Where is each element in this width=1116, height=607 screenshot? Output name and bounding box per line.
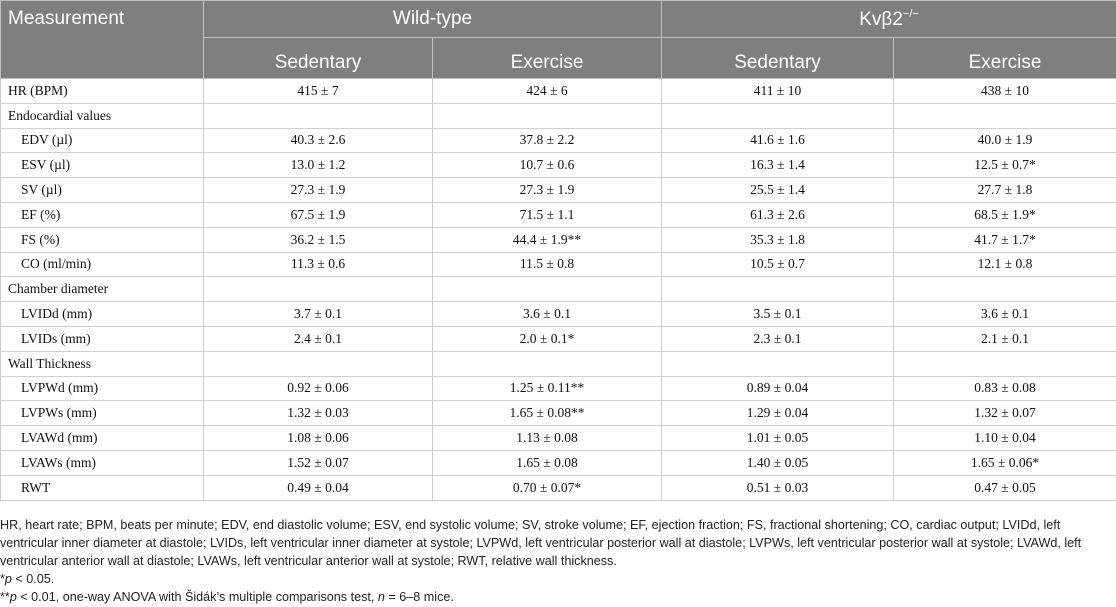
header-sub-3: Sedentary (662, 38, 894, 79)
row-label: FS (%) (1, 227, 204, 252)
table-cell: 438 ± 10 (894, 79, 1116, 104)
table-cell: 1.13 ± 0.08 (433, 426, 662, 451)
footnote-p001 (0, 588, 1112, 606)
table-cell: 67.5 ± 1.9 (204, 202, 433, 227)
row-label: LVIDd (mm) (1, 302, 204, 327)
table-cell: 27.3 ± 1.9 (433, 178, 662, 203)
row-label: EF (%) (1, 202, 204, 227)
table-cell: 2.1 ± 0.1 (894, 326, 1116, 351)
row-label: ESV (µl) (1, 153, 204, 178)
table-cell: 1.52 ± 0.07 (204, 450, 433, 475)
table-cell: 1.08 ± 0.06 (204, 426, 433, 451)
table-cell: 61.3 ± 2.6 (662, 202, 894, 227)
table-cell: 0.92 ± 0.06 (204, 376, 433, 401)
table-cell: 12.5 ± 0.7* (894, 153, 1116, 178)
section-row (1, 277, 1116, 302)
table-cell (662, 351, 894, 376)
table-cell (204, 351, 433, 376)
table-row (1, 79, 1116, 104)
table-cell (204, 103, 433, 128)
table-cell: 1.01 ± 0.05 (662, 426, 894, 451)
footnote-p005 (0, 570, 1112, 588)
table-cell: 0.89 ± 0.04 (662, 376, 894, 401)
table-cell: 13.0 ± 1.2 (204, 153, 433, 178)
table-cell: 0.47 ± 0.05 (894, 475, 1116, 500)
table-cell: 68.5 ± 1.9* (894, 202, 1116, 227)
table-row (1, 450, 1116, 475)
table-cell: 1.32 ± 0.07 (894, 401, 1116, 426)
table-cell: 41.7 ± 1.7* (894, 227, 1116, 252)
header-knockout-base: Kvβ2 (859, 8, 903, 30)
row-label: LVAWs (mm) (1, 450, 204, 475)
table-cell (433, 277, 662, 302)
table-row (1, 202, 1116, 227)
header-sub-1: Sedentary (204, 38, 433, 79)
section-row (1, 103, 1116, 128)
table-cell: 2.0 ± 0.1* (433, 326, 662, 351)
row-label: LVPWd (mm) (1, 376, 204, 401)
table-cell: 424 ± 6 (433, 79, 662, 104)
table-cell: 2.3 ± 0.1 (662, 326, 894, 351)
table-header (1, 1, 1116, 79)
table-cell: 3.6 ± 0.1 (894, 302, 1116, 327)
footnote-p001-mark: ** (0, 590, 10, 604)
section-row (1, 351, 1116, 376)
table-body (1, 79, 1116, 501)
footnote-abbreviations: HR, heart rate; BPM, beats per minute; EDV, end diastolic volume; ESV, end systolic volume; SV, stroke volume; EF, ejection fraction; FS, fractional shortening; CO, cardiac output; LVIDd, left ventricular inner diameter at diastole; LVIDs, left ventricular inner diameter at systole; LVPWd, left ventricular posterior wall at diastole; LVPWs, left ventricular posterior wall at systole; LVAWd, left ventricular anterior wall at diastole; LVAWs, left ventricular anterior wall at systole; RWT, relative wall thickness. (0, 518, 1082, 568)
table-cell: 44.4 ± 1.9** (433, 227, 662, 252)
table-cell: 71.5 ± 1.1 (433, 202, 662, 227)
header-knockout-sup: −/− (902, 7, 919, 20)
table-cell: 3.5 ± 0.1 (662, 302, 894, 327)
section-label: Chamber diameter (1, 277, 204, 302)
table-cell: 2.4 ± 0.1 (204, 326, 433, 351)
header-group-knockout (662, 1, 1116, 38)
table-cell (894, 103, 1116, 128)
table-row (1, 227, 1116, 252)
table-cell: 27.7 ± 1.8 (894, 178, 1116, 203)
table-cell (662, 277, 894, 302)
table-cell (894, 277, 1116, 302)
table-row (1, 128, 1116, 153)
table-cell: 36.2 ± 1.5 (204, 227, 433, 252)
table-row (1, 326, 1116, 351)
table-row (1, 302, 1116, 327)
table-row (1, 376, 1116, 401)
table-cell: 25.5 ± 1.4 (662, 178, 894, 203)
table-cell: 37.8 ± 2.2 (433, 128, 662, 153)
footnote-p001-p: p (9, 590, 17, 604)
footnote-p001-text: < 0.01, one-way ANOVA with Šidák’s multiple comparisons test, (16, 590, 378, 604)
table-cell: 10.7 ± 0.6 (433, 153, 662, 178)
table-cell: 16.3 ± 1.4 (662, 153, 894, 178)
table-cell: 1.40 ± 0.05 (662, 450, 894, 475)
row-label: LVAWd (mm) (1, 426, 204, 451)
header-group-wildtype: Wild-type (204, 1, 662, 38)
table-row (1, 401, 1116, 426)
header-measurement: Measurement (1, 1, 204, 79)
row-label: LVPWs (mm) (1, 401, 204, 426)
table-cell: 12.1 ± 0.8 (894, 252, 1116, 277)
table-cell: 1.65 ± 0.06* (894, 450, 1116, 475)
row-label: SV (µl) (1, 178, 204, 203)
table-cell: 1.29 ± 0.04 (662, 401, 894, 426)
table-cell: 1.65 ± 0.08** (433, 401, 662, 426)
footnote-p005-p: p (4, 572, 12, 586)
table-row (1, 426, 1116, 451)
table-cell: 1.65 ± 0.08 (433, 450, 662, 475)
header-sub-4: Exercise (894, 38, 1116, 79)
footnote-p005-text: < 0.05. (11, 572, 55, 586)
table-cell (204, 277, 433, 302)
header-sub-2: Exercise (433, 38, 662, 79)
table-row (1, 252, 1116, 277)
row-label: HR (BPM) (1, 79, 204, 104)
table-cell (433, 351, 662, 376)
row-label: RWT (1, 475, 204, 500)
table-row (1, 153, 1116, 178)
footnote-p001-end: = 6–8 mice. (384, 590, 454, 604)
table-cell (433, 103, 662, 128)
table-cell: 1.25 ± 0.11** (433, 376, 662, 401)
table-cell: 27.3 ± 1.9 (204, 178, 433, 203)
table-cell: 3.6 ± 0.1 (433, 302, 662, 327)
table-cell: 40.0 ± 1.9 (894, 128, 1116, 153)
table-cell: 1.32 ± 0.03 (204, 401, 433, 426)
section-label: Endocardial values (1, 103, 204, 128)
table-cell: 0.51 ± 0.03 (662, 475, 894, 500)
row-label: EDV (µl) (1, 128, 204, 153)
table-cell: 0.70 ± 0.07* (433, 475, 662, 500)
table-cell: 40.3 ± 2.6 (204, 128, 433, 153)
section-label: Wall Thickness (1, 351, 204, 376)
table-cell: 415 ± 7 (204, 79, 433, 104)
table-cell: 1.10 ± 0.04 (894, 426, 1116, 451)
table-cell: 0.49 ± 0.04 (204, 475, 433, 500)
footnote-p001-n: n (377, 590, 385, 604)
table-cell (662, 103, 894, 128)
table-footnotes (0, 516, 1112, 606)
footnote-p005-mark: * (0, 572, 5, 586)
table-cell: 41.6 ± 1.6 (662, 128, 894, 153)
table-cell: 10.5 ± 0.7 (662, 252, 894, 277)
table-cell: 11.5 ± 0.8 (433, 252, 662, 277)
table-cell (894, 351, 1116, 376)
row-label: CO (ml/min) (1, 252, 204, 277)
table-row (1, 178, 1116, 203)
table-cell: 35.3 ± 1.8 (662, 227, 894, 252)
table-cell: 3.7 ± 0.1 (204, 302, 433, 327)
table-cell: 0.83 ± 0.08 (894, 376, 1116, 401)
table-row (1, 475, 1116, 500)
table-cell: 411 ± 10 (662, 79, 894, 104)
row-label: LVIDs (mm) (1, 326, 204, 351)
table-cell: 11.3 ± 0.6 (204, 252, 433, 277)
